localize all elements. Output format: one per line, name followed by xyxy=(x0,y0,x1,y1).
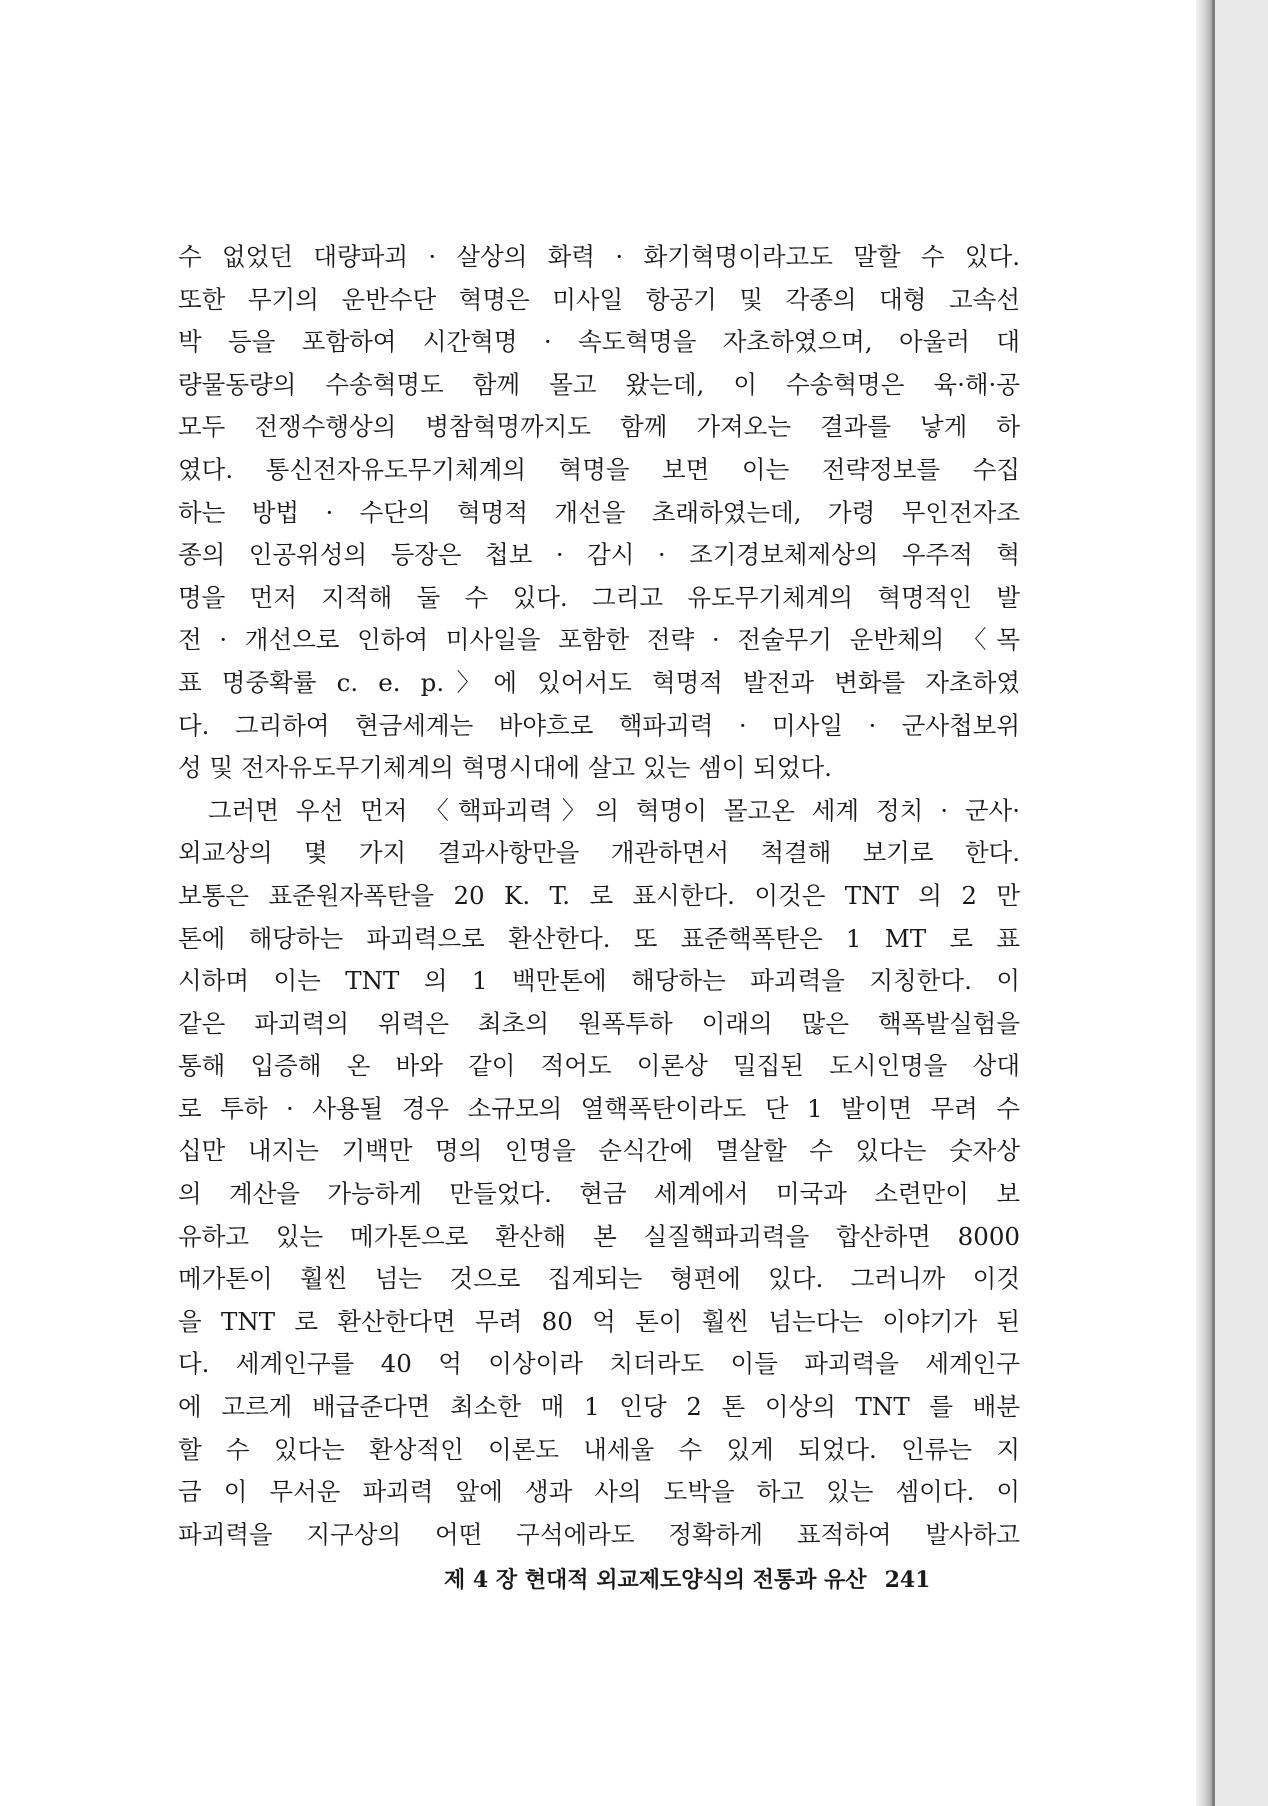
text-line: 표 명중확률 c. e. p.〉에 있어서도 혁명적 발전과 변화를 자초하였 xyxy=(178,667,1020,697)
text-line: 금 이 무서운 파괴력 앞에 생과 사의 도박을 하고 있는 셈이다. 이 xyxy=(178,1477,1020,1507)
text-line: 에 고르게 배급준다면 최소한 매 1 인당 2 톤 이상의 TNT 를 배분 xyxy=(178,1392,1020,1422)
text-line: 을 TNT 로 환산한다면 무려 80 억 톤이 훨씬 넘는다는 이야기가 된 xyxy=(178,1306,1020,1336)
text-line: 수 없었던 대량파괴 · 살상의 화력 · 화기혁명이라고도 말할 수 있다. xyxy=(178,242,1020,271)
text-line: 량물동량의 수송혁명도 함께 몰고 왔는데, 이 수송혁명은 육·해·공 xyxy=(178,369,1020,399)
body-text xyxy=(178,236,1020,1556)
text-line: 박 등을 포함하여 시간혁명 · 속도혁명을 자초하였으며, 아울러 대 xyxy=(178,327,1020,357)
text-line: 명을 먼저 지적해 둘 수 있다. 그리고 유도무기체계의 혁명적인 발 xyxy=(178,582,1020,612)
text-line: 보통은 표준원자폭탄을 20 K. T. 로 표시한다. 이것은 TNT 의 2 만 xyxy=(178,880,1020,910)
text-line: 다. 그리하여 현금세계는 바야흐로 핵파괴력 · 미사일 · 군사첩보위 xyxy=(178,710,1020,740)
text-line: 종의 인공위성의 등장은 첩보 · 감시 · 조기경보체제상의 우주적 혁 xyxy=(178,540,1020,570)
text-line: 그러면 우선 먼저 〈핵파괴력〉의 혁명이 몰고온 세계 정치 · 군사· xyxy=(208,795,1020,825)
text-line: 파괴력을 지구상의 어떤 구석에라도 정확하게 표적하여 발사하고 xyxy=(178,1519,1020,1549)
page-number: 241 xyxy=(884,1567,931,1593)
text-line: 통해 입증해 온 바와 같이 적어도 이론상 밀집된 도시인명을 상대 xyxy=(178,1051,1020,1081)
text-line: 유하고 있는 메가톤으로 환산해 본 실질핵파괴력을 합산하면 8000 xyxy=(178,1221,1020,1251)
text-line: 하는 방법 · 수단의 혁명적 개선을 초래하였는데, 가령 무인전자조 xyxy=(178,497,1020,527)
text-line: 외교상의 몇 가지 결과사항만을 개관하면서 척결해 보기로 한다. xyxy=(178,838,1020,868)
text-line: 십만 내지는 기백만 명의 인명을 순식간에 멸살할 수 있다는 숫자상 xyxy=(178,1136,1020,1166)
text-line: 톤에 해당하는 파괴력으로 환산한다. 또 표준핵폭탄은 1 MT 로 표 xyxy=(178,923,1020,953)
text-line: 였다. 통신전자유도무기체계의 혁명을 보면 이는 전략정보를 수집 xyxy=(178,454,1020,484)
page-edge-line xyxy=(1212,0,1215,1806)
text-line: 할 수 있다는 환상적인 이론도 내세울 수 있게 되었다. 인류는 지 xyxy=(178,1434,1020,1464)
page-footer xyxy=(444,1562,1000,1598)
text-line: 의 계산을 가능하게 만들었다. 현금 세계에서 미국과 소련만이 보 xyxy=(178,1179,1020,1209)
text-line: 메가톤이 훨씬 넘는 것으로 집계되는 형편에 있다. 그러니까 이것 xyxy=(178,1264,1020,1294)
text-line: 다. 세계인구를 40 억 이상이라 치더라도 이들 파괴력을 세계인구 xyxy=(178,1349,1020,1379)
text-line: 또한 무기의 운반수단 혁명은 미사일 항공기 및 각종의 대형 고속선 xyxy=(178,284,1020,314)
text-line: 전 · 개선으로 인하여 미사일을 포함한 전략 · 전술무기 운반체의 〈목 xyxy=(178,625,1020,655)
text-line: 로 투하 · 사용될 경우 소규모의 열핵폭탄이라도 단 1 발이면 무려 수 xyxy=(178,1093,1020,1123)
running-chapter-title: 제 4 장 현대적 외교제도양식의 전통과 유산 xyxy=(444,1567,867,1593)
text-line: 시하며 이는 TNT 의 1 백만톤에 해당하는 파괴력을 지칭한다. 이 xyxy=(178,966,1020,996)
text-line: 같은 파괴력의 위력은 최초의 원폭투하 이래의 많은 핵폭발실험을 xyxy=(178,1008,1020,1038)
text-line: 모두 전쟁수행상의 병참혁명까지도 함께 가져오는 결과를 낳게 하 xyxy=(178,412,1020,442)
text-line: 성 및 전자유도무기체계의 혁명시대에 살고 있는 셈이 되었다. xyxy=(178,753,832,783)
